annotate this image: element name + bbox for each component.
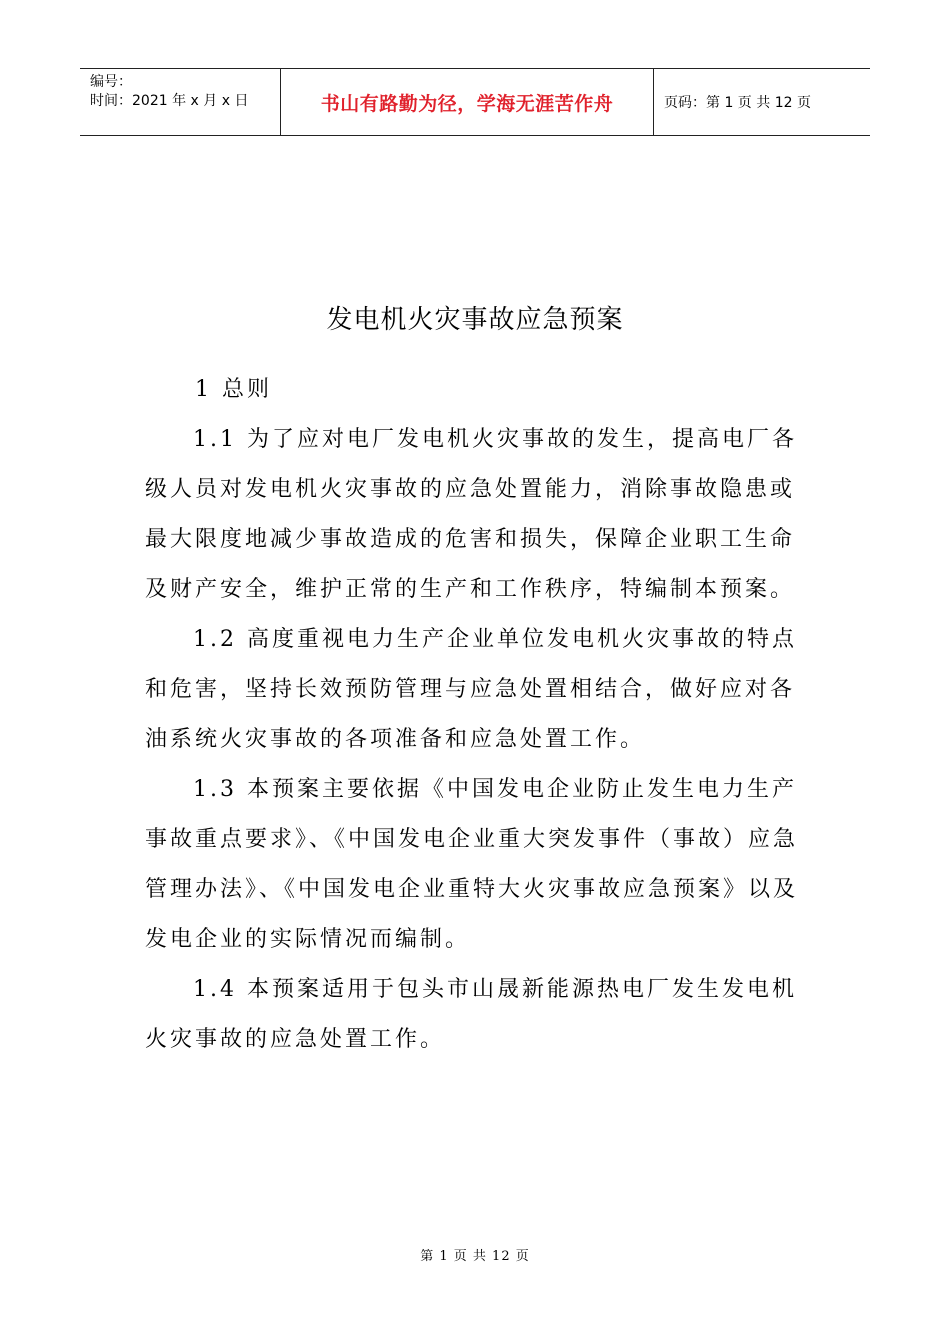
paragraph-1-1: 1.1 为了应对电厂发电机火灾事故的发生，提高电厂各级人员对发电机火灾事故的应急处置能力，消除事故隐患或最大限度地减少事故造成的危害和损失，保障企业职工生命及财产安全，维护正常的生产和工作秩序，特编制本预案。 xyxy=(145,427,797,602)
document-title: 发电机火灾事故应急预案 xyxy=(326,305,624,335)
document-body xyxy=(145,365,805,1065)
header-meta xyxy=(80,69,281,135)
page-header xyxy=(80,68,870,136)
header-motto: 书山有路勤为径，学海无涯苦作舟 xyxy=(281,69,654,135)
paragraph-1-2: 1.2 高度重视电力生产企业单位发电机火灾事故的特点和危害，坚持长效预防管理与应急处置相结合，做好应对各油系统火灾事故的各项准备和应急处置工作。 xyxy=(145,627,797,752)
paragraph-1-3: 1.3 本预案主要依据《中国发电企业防止发生电力生产事故重点要求》、《中国发电企业重大突发事件（事故）应急管理办法》、《中国发电企业重特大火灾事故应急预案》以及发电企业的实际情况而编制。 xyxy=(145,777,799,952)
header-page-info: 页码：第 1 页 共 12 页 xyxy=(664,95,811,111)
paragraph-1-4: 1.4 本预案适用于包头市山晟新能源热电厂发生发电机火灾事故的应急处置工作。 xyxy=(145,977,797,1052)
section-heading: 1 总则 xyxy=(195,377,272,402)
document-number-label: 编号： xyxy=(90,74,132,90)
document-date-label: 时间：2021 年 x 月 x 日 xyxy=(90,93,249,109)
page-footer: 第 1 页 共 12 页 xyxy=(420,1249,530,1264)
